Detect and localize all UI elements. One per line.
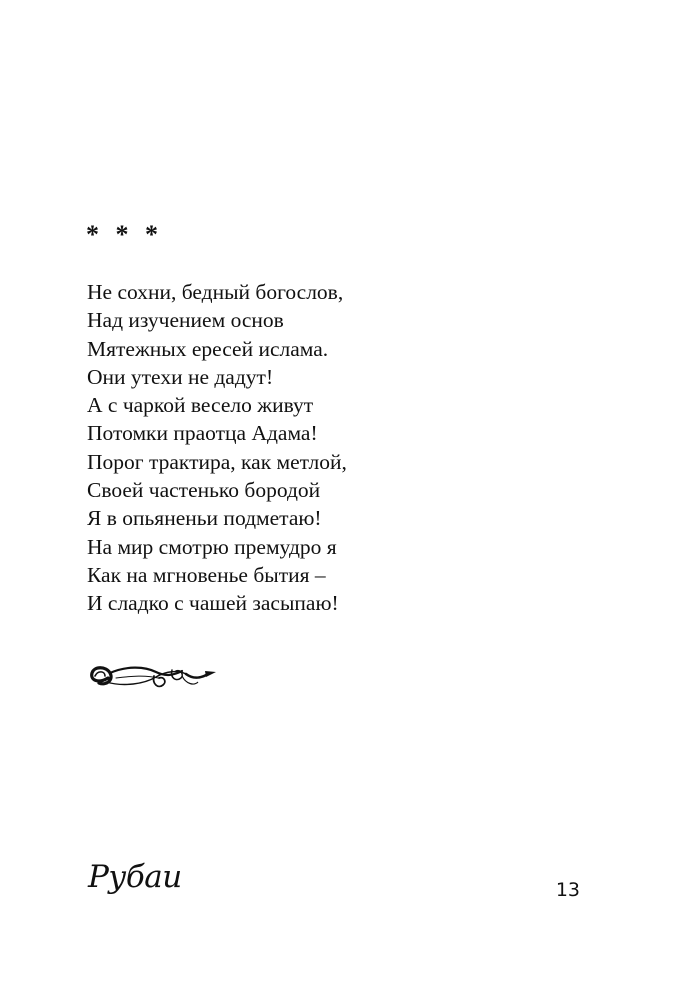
poem-line: Порог трактира, как метлой, — [87, 449, 347, 474]
poem-line: Я в опьяненьи подметаю! — [87, 506, 322, 531]
poem-line: Они утехи не дадут! — [87, 364, 274, 389]
running-footer-title: Рубаи — [88, 859, 182, 895]
poem-line: На мир смотрю премудро я — [87, 534, 337, 559]
poem-line: Потомки праотца Адама! — [87, 421, 318, 446]
section-marker: * * * — [86, 220, 158, 249]
poem-line: А с чаркой весело живут — [87, 393, 314, 418]
flourish-ornament-icon — [86, 656, 218, 698]
page-number: 13 — [555, 879, 580, 901]
poem-line: Не сохни, бедный богослов, — [87, 280, 344, 304]
poem-line: И сладко с чашей засыпаю! — [87, 591, 339, 616]
poem-stanza — [87, 278, 347, 618]
poem-line: Мятежных ересей ислама. — [87, 336, 329, 361]
poem-line: Над изучением основ — [87, 308, 284, 333]
poem-line: Как на мгновенье бытия – — [87, 562, 326, 587]
poem-line: Своей частенько бородой — [87, 478, 321, 503]
